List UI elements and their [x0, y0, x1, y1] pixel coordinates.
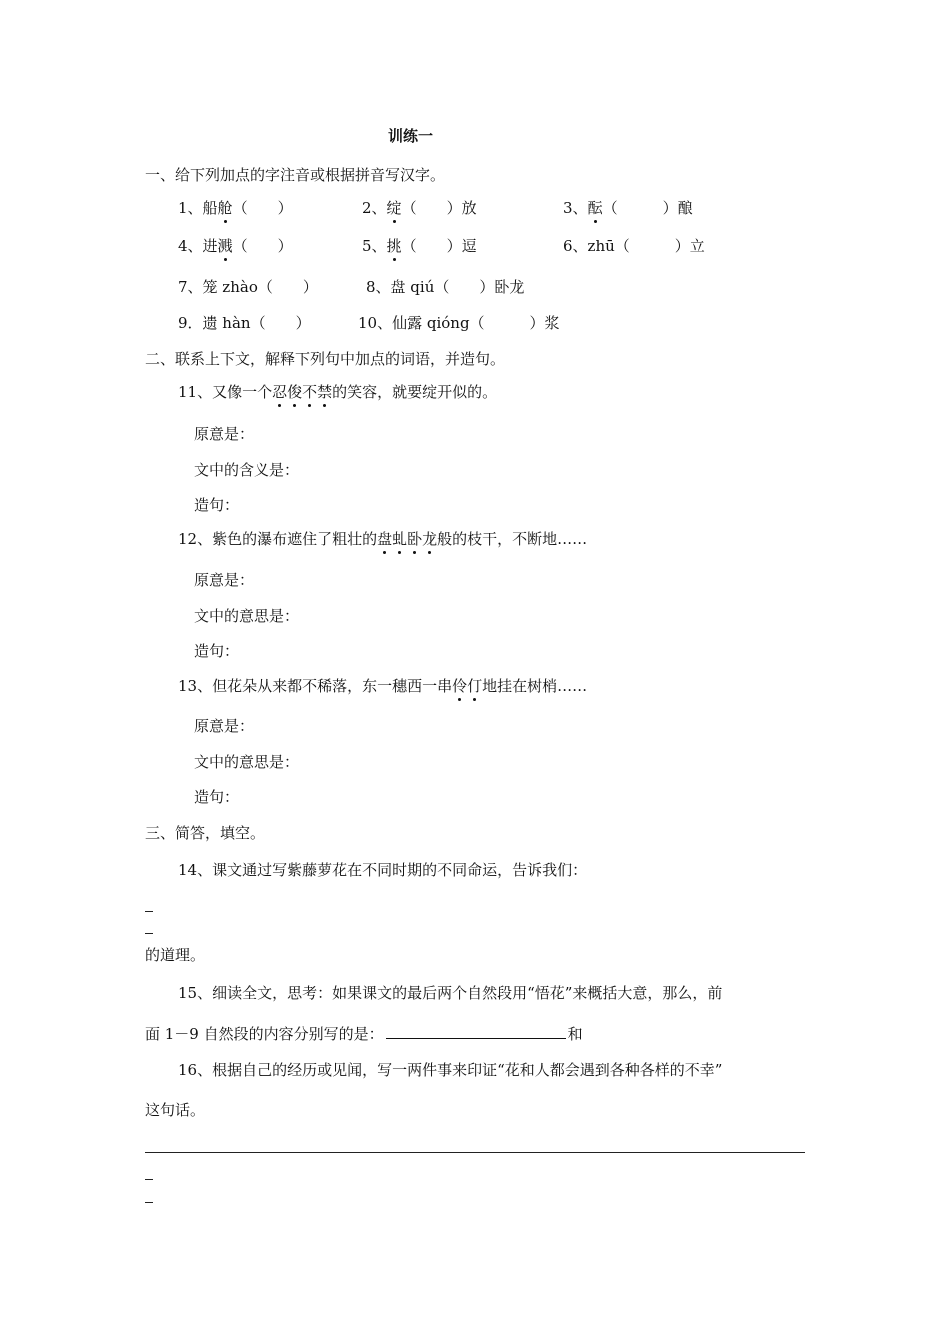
q15-answer-blank[interactable] — [386, 1023, 566, 1039]
q13-context-meaning: 文中的意思是： — [194, 753, 300, 771]
section-1-heading: 一、给下列加点的字注音或根据拼音写汉字。 — [145, 166, 446, 184]
q13-sentence: 造句： — [194, 788, 240, 806]
q15-line-1: 15、细读全文，思考：如果课文的最后两个自然段用“悟花”来概括大意，那么，前 — [178, 984, 723, 1002]
section-2-heading: 二、联系上下文，解释下列句中加点的词语，并造句。 — [145, 350, 506, 368]
q16-line-2: 这句话。 — [145, 1101, 206, 1119]
q3: 3、酝（ ）酿 — [563, 199, 693, 217]
q13-original-meaning: 原意是： — [194, 717, 255, 735]
q13: 13、但花朵从来都不稀落，东一穗西一串伶仃地挂在树梢…… — [178, 677, 588, 695]
q14: 14、课文通过写紫藤萝花在不同时期的不同命运，告诉我们： — [178, 861, 588, 879]
section-3-heading: 三、简答，填空。 — [145, 824, 266, 842]
q15-line-2: 面 1－9 自然段的内容分别写的是： 和 — [145, 1025, 583, 1043]
q12-context-meaning: 文中的意思是： — [194, 607, 300, 625]
q5: 5、挑（ ）逗 — [362, 237, 477, 255]
q4: 4、进溅（ ） — [178, 237, 293, 255]
q11-context-meaning: 文中的含义是： — [194, 461, 300, 479]
q11-sentence: 造句： — [194, 496, 240, 514]
q14-ending: 的道理。 — [145, 946, 206, 964]
q11-original-meaning: 原意是： — [194, 425, 255, 443]
q16-answer-line[interactable] — [145, 1152, 805, 1153]
q10: 10、仙露 qióng（ ）浆 — [358, 314, 560, 332]
page-title: 训练一 — [388, 127, 434, 145]
q9: 9．遗 hàn（ ） — [178, 314, 311, 332]
q8: 8、盘 qiú（ ）卧龙 — [366, 278, 525, 296]
q14-answer-dash — [145, 911, 153, 912]
q7: 7、笼 zhào（ ） — [178, 278, 318, 296]
q12-sentence: 造句： — [194, 642, 240, 660]
q16-answer-dash — [145, 1179, 153, 1180]
q6: 6、zhū（ ）立 — [563, 237, 705, 255]
q11: 11、又像一个忍俊不禁的笑容，就要绽开似的。 — [178, 383, 498, 401]
q2: 2、绽（ ）放 — [362, 199, 477, 217]
q12-original-meaning: 原意是： — [194, 571, 255, 589]
q16-answer-dash — [145, 1202, 153, 1203]
q14-answer-dash — [145, 933, 153, 934]
q1: 1、船舱（ ） — [178, 199, 293, 217]
q16-line-1: 16、根据自己的经历或见闻，写一两件事来印证“花和人都会遇到各种各样的不幸” — [178, 1061, 723, 1079]
q12: 12、紫色的瀑布遮住了粗壮的盘虬卧龙般的枝干，不断地…… — [178, 530, 588, 548]
